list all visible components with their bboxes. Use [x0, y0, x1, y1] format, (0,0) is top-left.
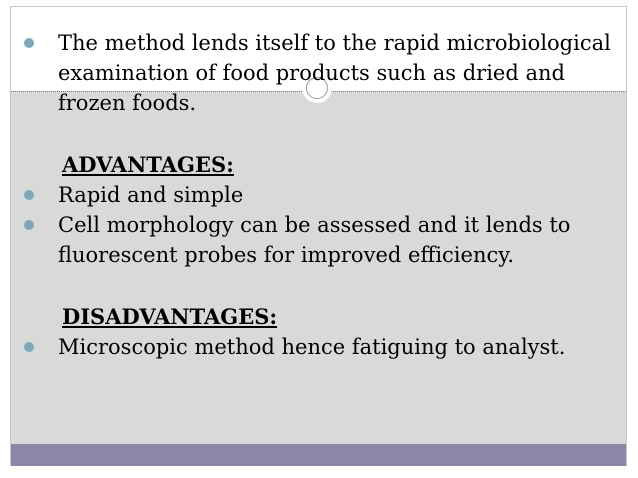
list-item — [20, 332, 620, 362]
footer-bar — [11, 444, 626, 466]
list-item — [20, 180, 620, 210]
bullet-text: Cell morphology can be assessed and it lends to fluorescent probes for improved efficiency. — [58, 213, 571, 267]
slide-content — [20, 28, 620, 362]
bullet-icon — [24, 220, 34, 230]
list-item — [20, 28, 620, 118]
disadvantages-heading: DISADVANTAGES: — [62, 304, 278, 329]
advantages-heading: ADVANTAGES: — [62, 152, 234, 177]
bullet-icon — [24, 38, 34, 48]
bullet-text: Rapid and simple — [58, 183, 244, 207]
bullet-icon — [24, 342, 34, 352]
list-item — [20, 210, 620, 270]
bullet-text: The method lends itself to the rapid microbiological examination of food products such as dried and frozen foods. — [58, 31, 611, 115]
bullet-text: Microscopic method hence fatiguing to analyst. — [58, 335, 566, 359]
bullet-icon — [24, 190, 34, 200]
